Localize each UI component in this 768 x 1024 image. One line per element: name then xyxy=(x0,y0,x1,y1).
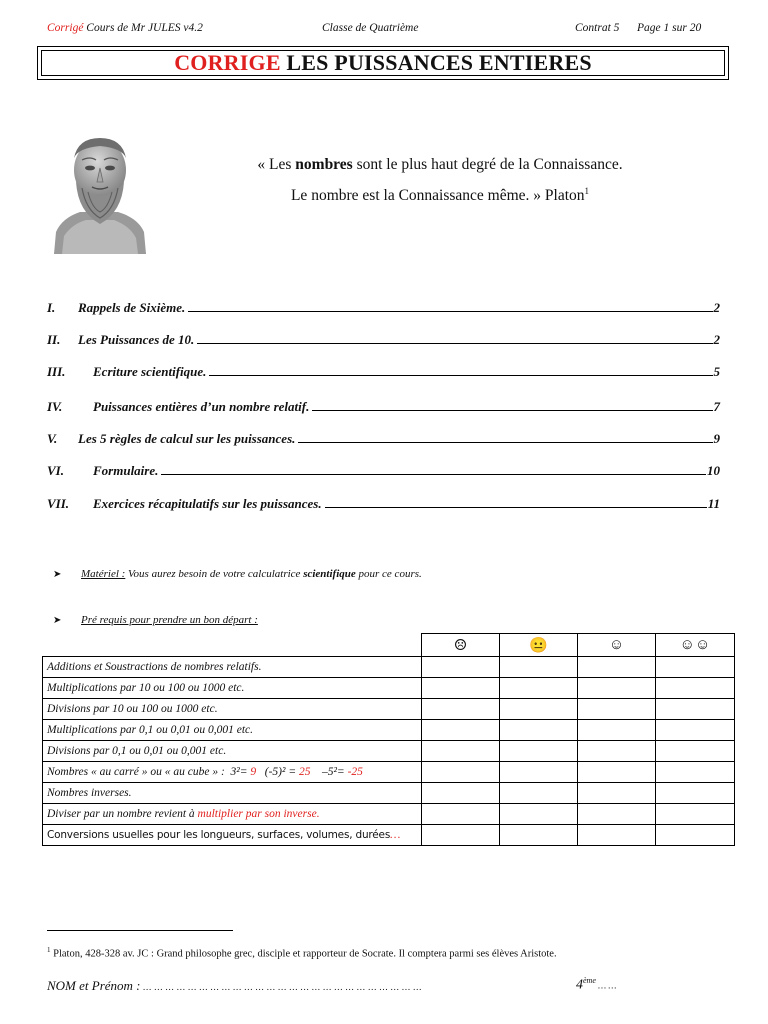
rating-checkbox-cell[interactable] xyxy=(656,678,735,699)
table-row xyxy=(43,657,735,678)
rating-checkbox-cell[interactable] xyxy=(656,804,735,825)
rating-checkbox-cell[interactable] xyxy=(656,825,735,846)
toc-page-number: 10 xyxy=(707,463,720,478)
quote-bold-word: nombres xyxy=(295,156,353,173)
rating-checkbox-cell[interactable] xyxy=(422,699,500,720)
rating-checkbox-cell[interactable] xyxy=(500,720,578,741)
arrow-bullet-icon: ➤ xyxy=(53,615,62,626)
header-page: Page 1 sur 20 xyxy=(637,22,702,34)
skill-cell xyxy=(43,678,422,699)
skill-cell xyxy=(43,741,422,762)
row-text: Divisions par 0,1 ou 0,01 ou 0,001 etc. xyxy=(47,745,227,757)
rating-checkbox-cell[interactable] xyxy=(500,741,578,762)
rating-checkbox-cell[interactable] xyxy=(500,825,578,846)
arrow-bullet-icon: ➤ xyxy=(53,569,62,580)
rating-checkbox-cell[interactable] xyxy=(422,678,500,699)
prerequis-table xyxy=(42,633,735,846)
toc-page-number: 2 xyxy=(713,332,720,347)
row-text: Additions et Soustractions de nombres relatifs. xyxy=(47,661,262,673)
footnote xyxy=(47,946,557,960)
materiel-line xyxy=(53,568,422,580)
prerequis-line xyxy=(53,614,258,626)
toc-title: Exercices récapitulatifs sur les puissances. xyxy=(93,496,322,511)
row-text: Divisions par 10 ou 100 ou 1000 etc. xyxy=(47,703,218,715)
title-text: LES PUISSANCES ENTIERES xyxy=(280,50,592,75)
plato-bust-image xyxy=(52,132,148,254)
page-title xyxy=(41,50,725,76)
toc-item[interactable] xyxy=(47,492,720,512)
materiel-text-pre: Vous aurez besoin de votre calculatrice xyxy=(125,568,304,580)
toc-leader-line xyxy=(298,442,712,443)
skill-cell xyxy=(43,699,422,720)
toc-number: VII. xyxy=(47,496,70,511)
table-row xyxy=(43,699,735,720)
answer-value: 9 xyxy=(250,766,257,778)
class-field[interactable] xyxy=(576,976,616,994)
table-row xyxy=(43,825,735,846)
toc-page-number: 9 xyxy=(713,431,720,446)
rating-checkbox-cell[interactable] xyxy=(500,804,578,825)
rating-checkbox-cell[interactable] xyxy=(500,657,578,678)
row-text: Diviser par un nombre revient à xyxy=(47,808,198,820)
rating-checkbox-cell[interactable] xyxy=(656,762,735,783)
materiel-label: Matériel : xyxy=(81,568,126,580)
skill-cell xyxy=(43,783,422,804)
class-dots[interactable]: … … xyxy=(595,980,617,991)
table-row xyxy=(43,804,735,825)
footnote-mark: 1 xyxy=(584,186,590,196)
toc-item[interactable] xyxy=(47,459,720,479)
rating-checkbox-cell[interactable] xyxy=(578,678,656,699)
toc-number: V. xyxy=(47,431,58,446)
rating-checkbox-cell[interactable] xyxy=(578,762,656,783)
name-field[interactable] xyxy=(47,978,422,994)
table-header-row xyxy=(43,634,735,657)
skill-cell xyxy=(43,804,422,825)
smiley-face-icon: 😐 xyxy=(500,634,578,657)
toc-page-number: 2 xyxy=(713,300,720,315)
table-corner xyxy=(43,634,422,657)
table-row xyxy=(43,741,735,762)
toc-leader-line xyxy=(197,343,712,344)
rating-checkbox-cell[interactable] xyxy=(656,783,735,804)
title-corrige: CORRIGE xyxy=(174,50,281,75)
answer-value: 25 xyxy=(298,766,311,778)
rating-checkbox-cell[interactable] xyxy=(578,699,656,720)
toc-title: Les Puissances de 10. xyxy=(78,332,195,347)
skill-cell xyxy=(43,657,422,678)
toc-leader-line xyxy=(161,474,706,475)
toc-page-number: 5 xyxy=(713,364,720,379)
quote-text-line2: Le nombre est la Connaissance même. » Platon xyxy=(290,187,585,205)
row-text: (-5)² = xyxy=(256,766,299,778)
table-row xyxy=(43,678,735,699)
toc-item[interactable] xyxy=(47,328,720,348)
toc-title: Ecriture scientifique. xyxy=(93,364,207,379)
toc-leader-line xyxy=(312,410,712,411)
rating-checkbox-cell[interactable] xyxy=(422,783,500,804)
rating-checkbox-cell[interactable] xyxy=(656,741,735,762)
header-course-name: Cours de Mr JULES v4.2 xyxy=(83,22,203,34)
skill-cell xyxy=(43,762,422,783)
toc-leader-line xyxy=(188,311,712,312)
quote-line-2 xyxy=(180,186,700,205)
toc-title: Rappels de Sixième. xyxy=(78,300,186,315)
table-row xyxy=(43,720,735,741)
rating-checkbox-cell[interactable] xyxy=(578,741,656,762)
skill-cell xyxy=(43,720,422,741)
table-row xyxy=(43,783,735,804)
name-label: NOM et Prénom : xyxy=(47,978,141,993)
rating-checkbox-cell[interactable] xyxy=(422,720,500,741)
header-contrat: Contrat 5 xyxy=(575,22,620,34)
toc-page-number: 7 xyxy=(713,399,720,414)
answer-value: -25 xyxy=(347,766,363,778)
rating-checkbox-cell[interactable] xyxy=(578,804,656,825)
smiley-face-icon: ☺☺ xyxy=(656,634,735,657)
name-dots[interactable]: … … … … … … … … … … … … … … … … … … … … … … … … … xyxy=(140,982,422,992)
rating-checkbox-cell[interactable] xyxy=(578,783,656,804)
row-text: Multiplications par 0,1 ou 0,01 ou 0,001 etc. xyxy=(47,724,254,736)
footnote-text: Platon, 428-328 av. JC : Grand philosophe grec, disciple et rapporteur de Socrate. Il comptera parmi ses élèves Aristote. xyxy=(50,948,557,960)
rating-checkbox-cell[interactable] xyxy=(422,804,500,825)
toc-number: IV. xyxy=(47,399,63,414)
rating-checkbox-cell[interactable] xyxy=(578,720,656,741)
rating-checkbox-cell[interactable] xyxy=(656,720,735,741)
rating-checkbox-cell[interactable] xyxy=(500,783,578,804)
toc-number: I. xyxy=(47,300,56,315)
rating-checkbox-cell[interactable] xyxy=(422,657,500,678)
rating-checkbox-cell[interactable] xyxy=(500,678,578,699)
toc-item[interactable] xyxy=(47,360,720,380)
rating-checkbox-cell[interactable] xyxy=(500,762,578,783)
rating-checkbox-cell[interactable] xyxy=(578,657,656,678)
row-text: Nombres « au carré » ou « au cube » : 3²= xyxy=(47,766,251,778)
toc-page-number: 11 xyxy=(707,496,720,511)
row-ellipsis: … xyxy=(390,829,401,841)
footnote-number: 1 xyxy=(47,946,51,954)
toc-leader-line xyxy=(209,375,712,376)
answer-value: multiplier par son inverse. xyxy=(197,808,320,820)
smiley-face-icon: ☺ xyxy=(578,634,656,657)
toc-title: Puissances entières d’un nombre relatif. xyxy=(93,399,310,414)
rating-checkbox-cell[interactable] xyxy=(656,699,735,720)
toc-number: VI. xyxy=(47,463,64,478)
toc-item[interactable] xyxy=(47,427,720,447)
toc-item[interactable] xyxy=(47,395,720,415)
skill-cell xyxy=(43,825,422,846)
rating-checkbox-cell[interactable] xyxy=(422,741,500,762)
prerequis-label: Pré requis pour prendre un bon départ : xyxy=(81,614,258,626)
toc-title: Les 5 règles de calcul sur les puissances. xyxy=(78,431,296,446)
smiley-face-icon: ☹ xyxy=(422,634,500,657)
row-text: –5²= xyxy=(310,766,348,778)
rating-checkbox-cell[interactable] xyxy=(578,825,656,846)
quote-text-pre: « Les xyxy=(257,156,296,173)
rating-checkbox-cell[interactable] xyxy=(422,762,500,783)
rating-checkbox-cell[interactable] xyxy=(422,825,500,846)
materiel-text-bold: scientifique xyxy=(303,568,356,580)
quote-text-post: sont le plus haut degré de la Connaissance. xyxy=(352,156,623,173)
row-text: Multiplications par 10 ou 100 ou 1000 etc. xyxy=(47,682,245,694)
materiel-text-post: pour ce cours. xyxy=(355,568,422,580)
toc-title: Formulaire. xyxy=(93,463,159,478)
rating-checkbox-cell[interactable] xyxy=(656,657,735,678)
toc-number: III. xyxy=(47,364,66,379)
toc-number: II. xyxy=(47,332,61,347)
row-text: Nombres inverses. xyxy=(47,787,132,799)
footnote-separator xyxy=(47,930,233,931)
header-corrige: Corrigé xyxy=(47,22,84,34)
toc-item[interactable] xyxy=(47,296,720,316)
toc-leader-line xyxy=(325,507,707,508)
header-course xyxy=(47,22,203,34)
class-level: 4 xyxy=(576,977,583,993)
class-level-suffix: ème xyxy=(583,976,596,985)
header-classe: Classe de Quatrième xyxy=(322,22,419,34)
row-text: Conversions usuelles pour les longueurs, surfaces, volumes, durées xyxy=(47,829,391,841)
rating-checkbox-cell[interactable] xyxy=(500,699,578,720)
table-row xyxy=(43,762,735,783)
quote-line-1 xyxy=(180,156,700,174)
